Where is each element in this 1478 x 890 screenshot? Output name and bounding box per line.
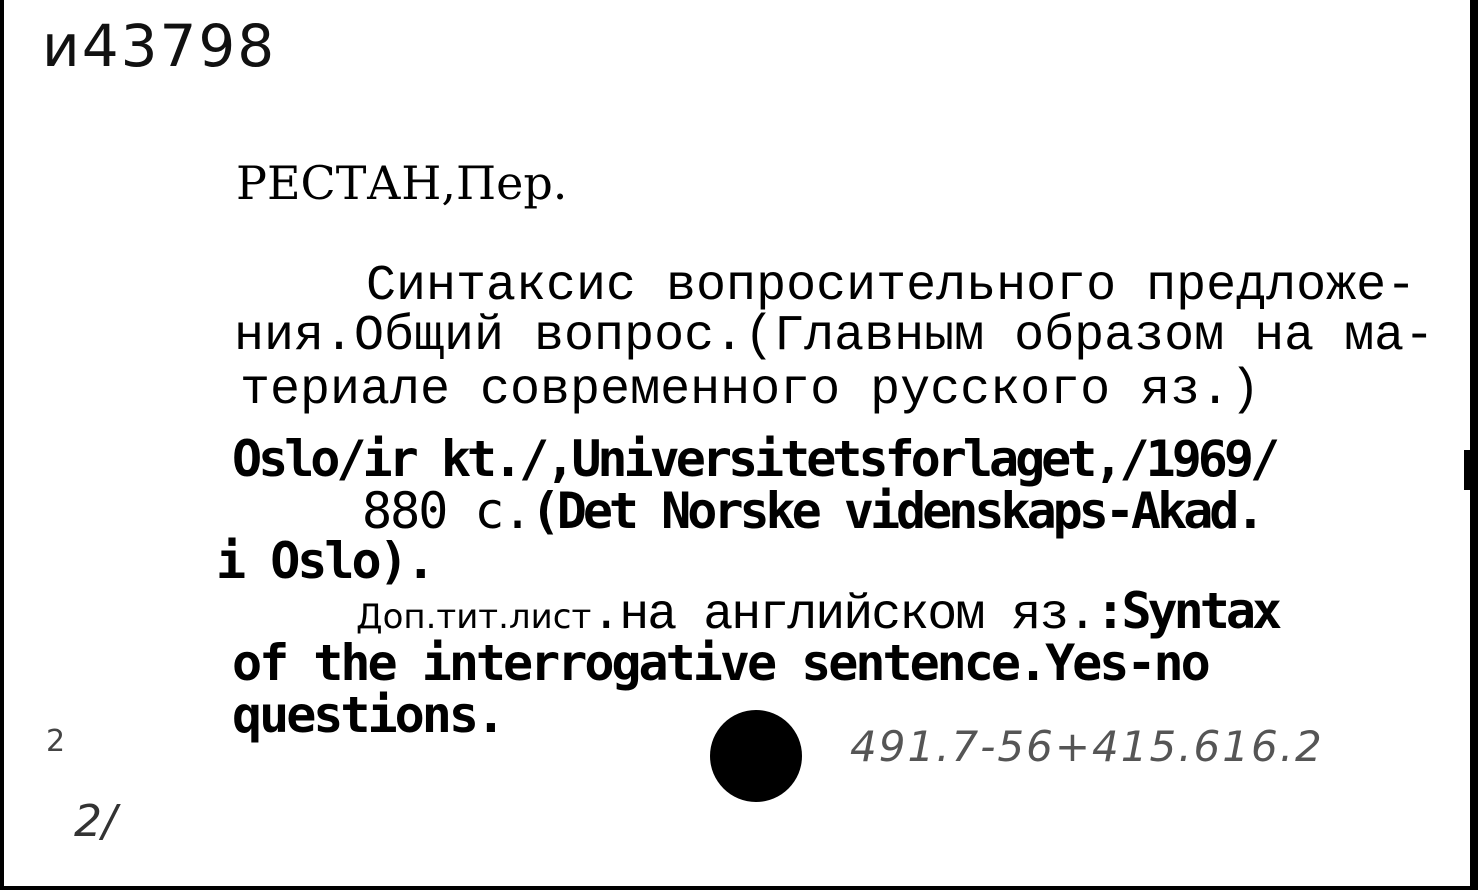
edge-mark [1464,450,1470,490]
parallel-title-line-2: of the interrogative sentence.Yes-no [232,634,1208,692]
catalog-number: и43798 [42,12,277,80]
classification-code: 491.7-56+415.616.2 [850,722,1324,771]
series-start: (Det Norske videnskaps-Akad. [530,482,1262,540]
author-heading: РЕСТАН,Пер. [236,156,568,210]
parallel-title-line-3: questions. [232,686,504,744]
title-line-1: Синтаксис вопросительного предложе- [366,258,1417,315]
margin-mark-1: 2 [46,724,66,759]
parallel-title-language: .на английском яз. [591,587,1096,644]
pages-count: 880 с. [362,482,531,540]
title-line-3: териале современного русского яз.) [240,362,1261,419]
parallel-title-prefix: Доп.тит.лист [356,597,592,637]
punch-hole [710,710,802,802]
margin-mark-2: 2/ [74,796,117,847]
publication-line: Oslo/ir kt./,Universitetsforlaget,/1969/ [232,430,1277,488]
series-end: i Oslo). [216,532,433,590]
pages-line [362,482,1262,540]
parallel-title-start: :Syntax [1095,582,1279,640]
title-line-2: ния.Общий вопрос.(Главным образом на ма- [234,308,1435,365]
